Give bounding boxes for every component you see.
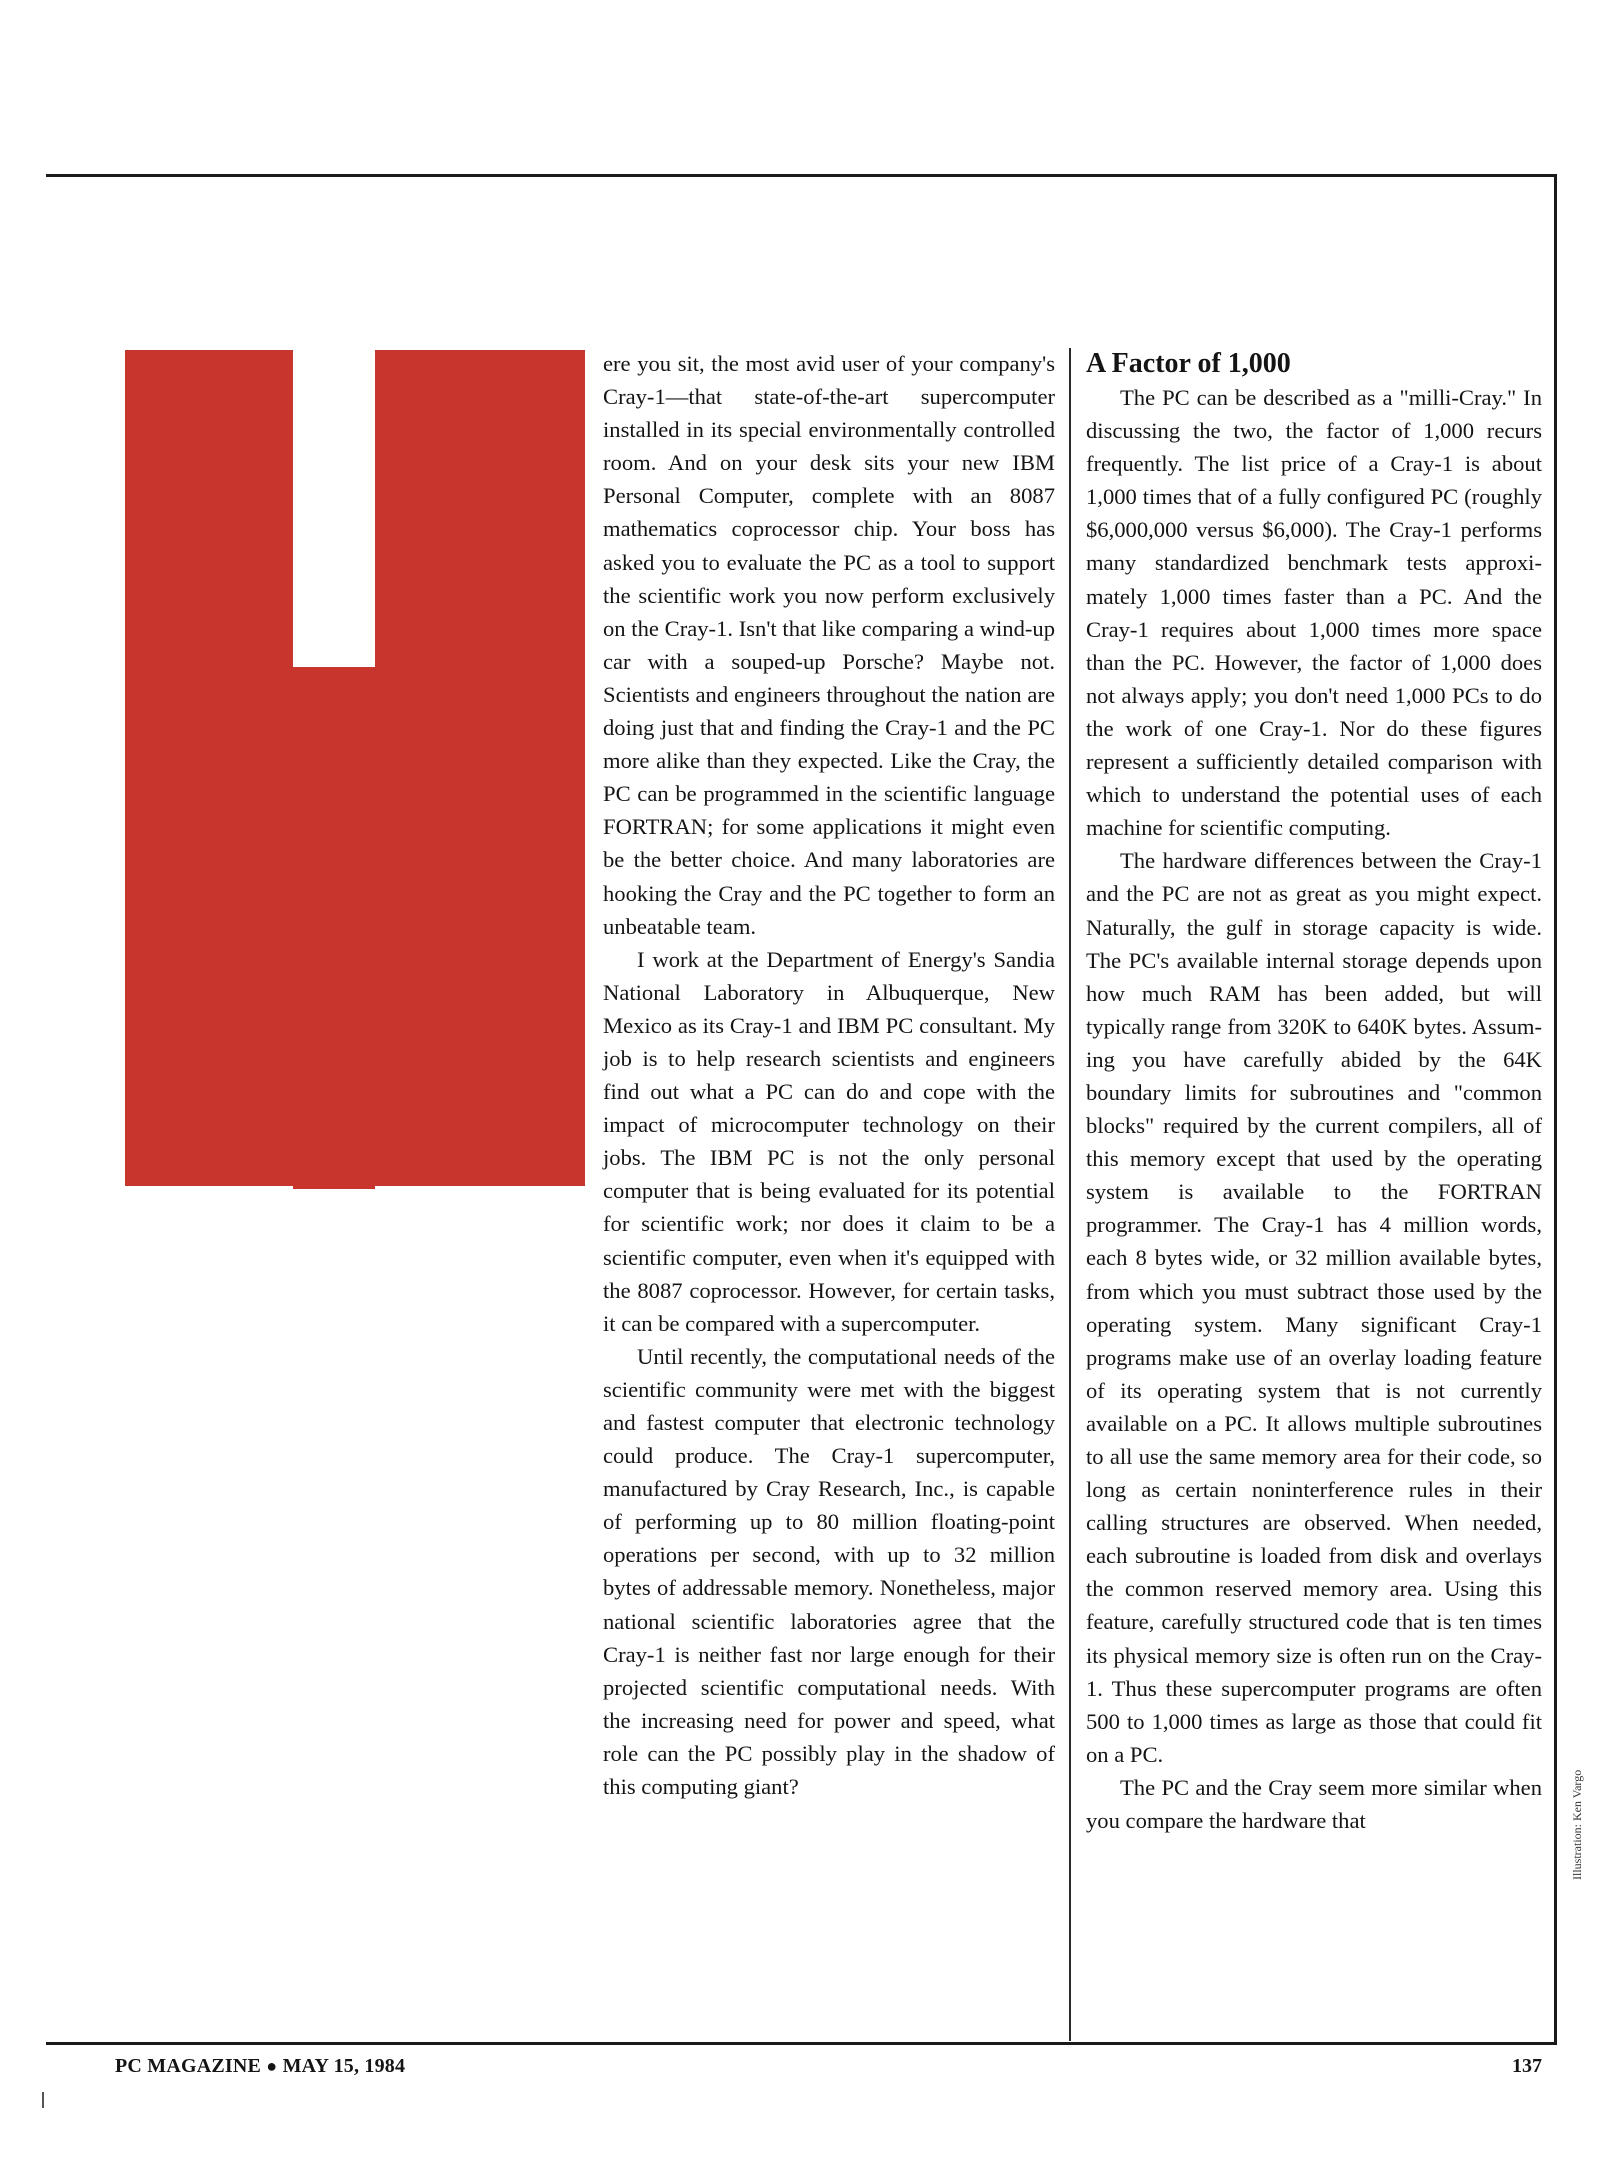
margin-mark bbox=[42, 2092, 44, 2108]
footer-publication-line bbox=[115, 2055, 405, 2078]
paragraph: The PC and the Cray seem more similar when you compare the hardware that bbox=[1086, 1774, 1542, 1834]
frame-right-rule bbox=[1554, 174, 1557, 2044]
dropcap-h bbox=[125, 350, 585, 1186]
page-number: 137 bbox=[1512, 2055, 1542, 2077]
paragraph: Until recently, the computational needs of the scientific community were met with the biggest and fastest computer that electronic technology could produce. The Cray-1 supercomputer, manufactured by Cray Research, Inc., is capable of performing up to 80 million floating-point operations per second, with up to 32 million bytes of addressable memory. Nonetheless, major national scientific laboratories agree that the Cray-1 is neither fast nor large enough for their projected scientific computational needs. With the increasing need for power and speed, what role can the PC possibly play in the shadow of this computing giant? bbox=[603, 1343, 1055, 1800]
section-heading: A Factor of 1,000 bbox=[1086, 348, 1291, 379]
paragraph: I work at the Department of Energy's Sandia National Laboratory in Albuquerque, New Mexico as its Cray-1 and IBM PC consultant. My job is to help research scientists and engineers find out what a PC can do and cope with the impact of microcomputer technology on their jobs. The IBM PC is not the only personal computer that is being evaluated for its potential for scientific work; nor does it claim to be a scientific computer, even when it's equipped with the 8087 coprocessor. However, for certain tasks, it can be compared with a supercomputer. bbox=[603, 946, 1055, 1336]
article-column-2 bbox=[1086, 347, 1542, 1837]
frame-bottom-rule bbox=[46, 2042, 1557, 2045]
bullet-icon: ● bbox=[266, 2056, 278, 2076]
publication-name: PC MAGAZINE bbox=[115, 2055, 262, 2077]
paragraph: The PC can be described as a "milli-Cray." In discussing the two, the factor of 1,000 recurs frequently. The list price of a Cray-1 is about 1,000 times that of a fully configured PC (roughly $6,000,000 versus $6,000). The Cray-1 performs many standardized benchmark tests approximately 1,000 times faster than a PC. And the Cray-1 requires about 1,000 times more space than the PC. However, the factor of 1,000 does not always apply; you don't need 1,000 PCs to do the work of one Cray-1. Nor do these figures represent a sufficiently detailed comparison with which to understand the potential uses of each machine for scientific computing. bbox=[1086, 385, 1542, 841]
column-divider bbox=[1069, 348, 1071, 2041]
illustration-credit: Illustration: Ken Vargo bbox=[1570, 1769, 1584, 1880]
dropcap-left-stem bbox=[125, 350, 293, 1186]
frame-top-rule bbox=[46, 174, 1556, 177]
paragraph: ere you sit, the most avid user of your company's Cray-1—that state-of-the-art supercomputer installed in its special environmentally controlled room. And on your desk sits your new IBM Personal Computer, complete with an 8087 mathematics coprocessor chip. Your boss has asked you to evaluate the PC as a tool to support the scientific work you now perform exclusively on the Cray-1. Isn't that like comparing a wind-up car with a souped-up Porsche? Maybe not. Scientists and engineers throughout the nation are doing just that and finding the Cray-1 and the PC more alike than they expected. Like the Cray, the PC can be programmed in the scientific language FORTRAN; for some applications it might even be the better choice. And many laboratories are hooking the Cray and the PC together to form an unbeatable team. bbox=[603, 351, 1055, 939]
paragraph: The hardware differences between the Cray-1 and the PC are not as great as you might expect. Naturally, the gulf in storage capacity is wide. The PC's available internal storage depends upon how much RAM has been added, but will typically range from 320K to 640K bytes. Assuming you have carefully abided by the 64K boundary limits for subroutines and "common blocks" required by the current compilers, all of this memory except that used by the operating system is available to the FORTRAN programmer. The Cray-1 has 4 million words, each 8 bytes wide, or 32 million available bytes, from which you must subtract those used by the operating system. Many significant Cray-1 programs make use of an overlay loading feature of its operating system that is not currently available on a PC. It allows multiple subroutines to all use the same memory area for their code, so long as certain noninterference rules in their calling structures are observed. When needed, each subroutine is loaded from disk and overlays the common reserved memory area. Using this feature, carefully structured code that is ten times its physical memory size is often run on the Cray-1. Thus these supercomputer programs are often 500 to 1,000 times as large as those that could fit on a PC. bbox=[1086, 848, 1542, 1767]
issue-date: MAY 15, 1984 bbox=[282, 2055, 406, 2077]
article-column-1 bbox=[603, 347, 1055, 1803]
dropcap-right-stem bbox=[375, 350, 585, 1186]
dropcap-crossbar bbox=[293, 667, 375, 1189]
